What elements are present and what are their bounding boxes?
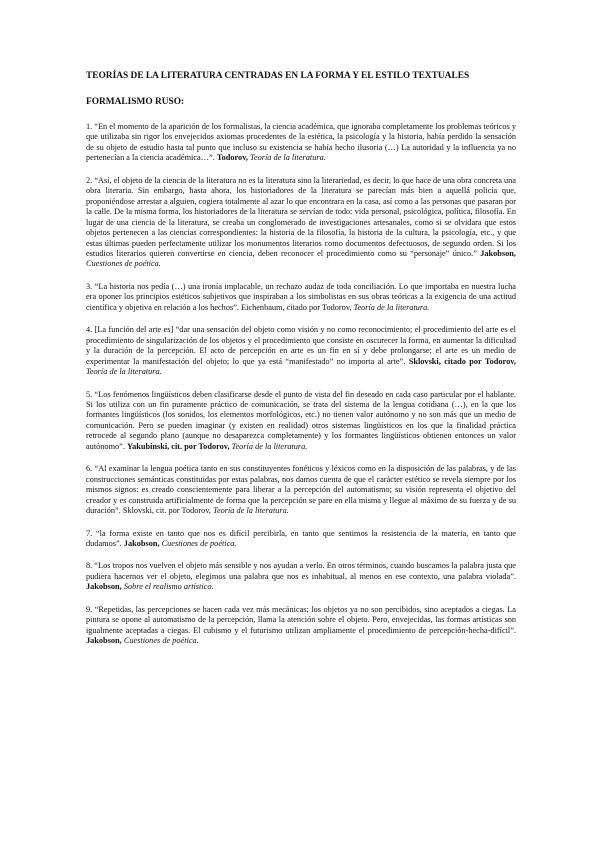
quote-work: Cuestiones de poética. [123,636,199,646]
quote-text: 6. “Al examinar la lengua poética tanto en sus constituyentes fonéticos y léxicos como en la disposición de las palabras, y de las construcciones semánticas constituidas por estas palabras, nos damos cuenta de que el carácter estético se revela siempre por los mismos signos: es creado conscientemente para liberar a la percepción del automatismo; su visión representa el objetivo del creador y es construida artificialmente de forma que la percepción se pare en ella misma y llegue al máximo de su fuerza y de su duración”. Sklovski, cit. por Todorov, [86,464,516,516]
quote-text: 3. “La historia nos pedía (…) una ironía implacable, un rechazo audaz de toda conciliación. Lo que importaba en nuestra lucha era oponer los principios estéticos subjetivos que inspiraban a los simbolistas en sus obras teóricas a la exigencia de una actitud científica y objetiva en relación a los hechos”. Eichenbaum, citado por Todorov, [86,281,516,312]
section-heading: FORMALISMO RUSO: [86,97,185,107]
quote-text: 5. “Los fenómenos lingüísticos deben clasificarse desde el punto de vista del fin deseado en cada caso particular por el hablante. Si los utiliza con un fin puramente práctico de comunicación, se trata del sistema de la lengua cotidiana (…), en la que los formantes lingüísticos (los sonidos, los elementos morfológicos, etc.) no tienen valor autónomo y no son más que un medio de comunicación. Pero se pueden imaginar (y existen en realidad) otros sistemas lingüísticos en los que la finalidad práctica retrocede al segundo plano (aunque no desaparezca completamente) y los formantes lingüísticos obtienen entonces un valor autónomo”. [86,389,516,451]
quote-author: Jakobson, [480,248,516,258]
quote-text: 7. “la forma existe en tanto que nos es difícil percibirla, en tanto que sentimos la resistencia de la materia, en tanto que dudamos”. [86,528,516,548]
quote-paragraph-6 [86,464,516,516]
document-title: TEORÍAS DE LA LITERATURA CENTRADAS EN LA FORMA Y EL ESTILO TEXTUALES [86,71,470,81]
quote-text: 4. [La función del arte es] “dar una sensación del objeto como visión y no como reconocimiento; el procedimiento del arte es el procedimiento de singularización de los objetos y el procedimiento que consiste en oscurecer la forma, en aumentar la dificultad y la duración de la percepción. El acto de percepción en arte es un fin en sí y debe prolongarse; el arte es un medio de experimentar la manifestación del objeto; lo que ya está “manifestado” no importa al arte”. [86,325,516,366]
quote-paragraph-7 [86,529,516,550]
quote-author: Sklovski, citado por Todorov, [408,356,516,366]
quote-work: Teoría de la literatura. [213,506,289,516]
quote-text: 2. “Así, el objeto de la ciencia de la literatura no es la literatura sino la literariedad, es decir, lo que hace de una obra concreta una obra literaria. Sin embargo, hasta ahora, los historiadores de la literatura se parecían más bien a aquellá policía que, proponiéndose arrestar a alguien, cogiera totalmente al azar lo que encontrara en la casa, así como a las personas que pasaran por la calle. De la misma forma, los historiadores de la literatura se servían de todo: vida personal, psicológica, política, filosofía. En lugar de una ciencia de la literatura, se creaba un conglomerado de investigaciones artesanales, como si se olvidara que estos objetos pertenecen a las ciencias correspondientes: la historia de la filosofía, la historia de la cultura, la psicología, etc., y que estas últimas pueden perfectamente utilizar los monumentos literarios como documentos defectuosos, de segundo orden. Si los estudios literarios quieren convertirse en ciencia, deben reconocer el procedimiento como su “personaje” único.” [86,175,516,258]
quote-paragraph-3 [86,282,516,313]
quote-author: Jakobson, [123,538,162,548]
quote-paragraph-5 [86,390,516,453]
quote-paragraph-8 [86,561,516,592]
quote-text: 1. “En el momento de la aparición de los formalistas, la ciencia académica, que ignoraba completamente los problemas teóricos y que utilizaba sin rigor los envejecidos axiomas procedentes de la estética, la psicología y la historia, había perdido la sensación de su objeto de estudio hasta tal punto que incluso su existencia se había hecho ilusoria (…) La autoridad y la influencia ya no pertenecían a la ciencia académica…”. [86,122,516,163]
quote-work: Teoría de la literatura. [353,302,430,312]
quote-author: Jakobson, [86,636,124,646]
quote-author: Todorov, [216,153,251,163]
quote-author: Jakobson, [86,582,124,592]
quote-text: 8. “Los tropos nos vuelven el objeto más sensible y nos ayudan a verlo. En otros términos, cuando buscamos la palabra justa que pudiera hacernos ver el objeto, elegimos una palabra que nos es inhabitual, al menos en ese contexto, una palabra violada”. [86,561,516,581]
quote-work: Teoría de la literatura. [86,367,162,377]
quote-work: Cuestiones de poética. [161,538,237,548]
quote-work: Teoría de la literatura. [250,153,326,163]
quote-work: Teoría de la literatura. [231,441,308,451]
quote-text: 9. “Repetidas, las percepciones se hacen cada vez más mecánicas; los objetos ya no son percibidos, sino aceptados a ciegas. La pintura se opone al automatismo de la percepción, llama la atención sobre el objeto. Pero, envejecidas, las formas artísticas son igualmente aceptadas a ciegas. El cubismo y el futurismo utilizan ampliamente el procedimiento de percepción-hecha-difícil”. [86,604,516,635]
quote-author: Yakubinski, cit. por Todorov, [127,441,232,451]
document-page [86,70,516,659]
quote-work: Sobre el realismo artístico. [123,582,214,592]
quote-paragraph-1 [86,122,516,164]
quote-paragraph-4 [86,325,516,377]
quote-work: Cuestiones de poética. [86,259,161,269]
quote-paragraph-9 [86,605,516,647]
quote-paragraph-2 [86,176,516,270]
